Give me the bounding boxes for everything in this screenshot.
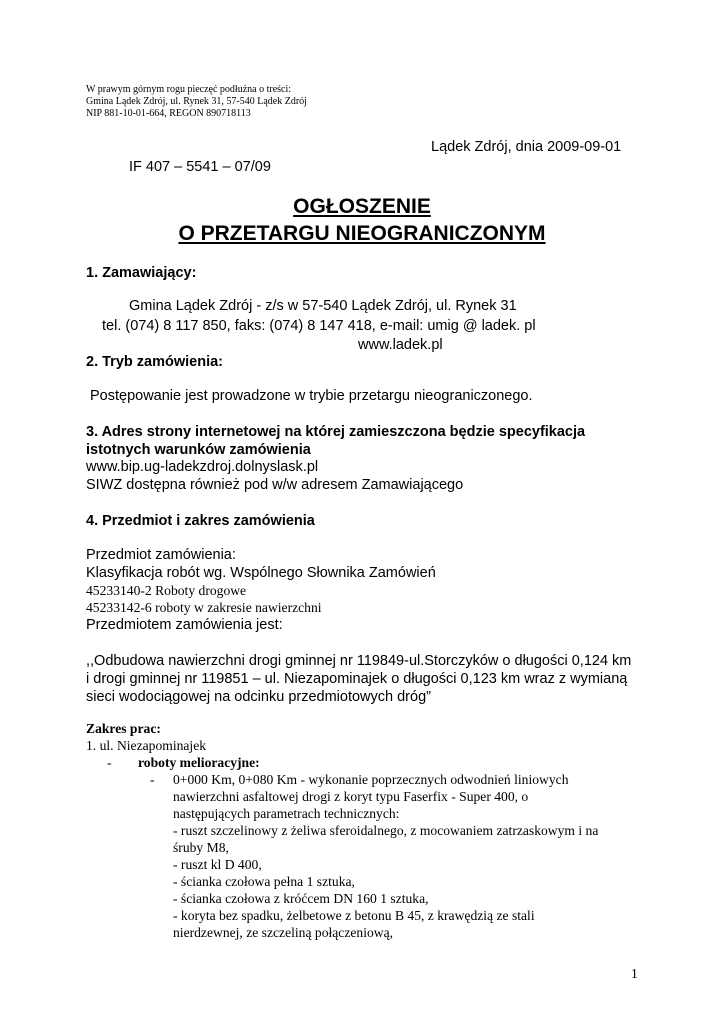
scope-item-line: nawierzchni asfaltowej drogi z koryt typu Faserfix - Super 400, o bbox=[173, 789, 529, 804]
cpv-code-1: 45233140-2 Roboty drogowe bbox=[86, 583, 247, 598]
scope-item-line: - ścianka czołowa pełna 1 sztuka, bbox=[173, 874, 355, 889]
scope-item-line: - koryta bez spadku, żelbetowe z betonu B 45, z krawędzią ze stali bbox=[173, 908, 535, 923]
scope-sub-dash: - bbox=[150, 772, 155, 787]
subject-quote-line-1: ,,Odbudowa nawierzchni drogi gminnej nr 119849-ul.Storczyków o długości 0,124 km bbox=[86, 653, 632, 669]
contracting-authority-contact: tel. (074) 8 117 850, faks: (074) 8 147 418, e-mail: umig @ ladek. pl bbox=[102, 318, 536, 334]
contracting-authority-address: Gmina Lądek Zdrój - z/s w 57-540 Lądek Zdrój, ul. Rynek 31 bbox=[129, 298, 517, 314]
section-4-heading: 4. Przedmiot i zakres zamówienia bbox=[86, 513, 315, 529]
scope-item-line: nierdzewnej, ze szczeliną połączeniową, bbox=[173, 925, 394, 940]
scope-item-line: - ścianka czołowa z króćcem DN 160 1 sztuka, bbox=[173, 891, 429, 906]
subject-label: Przedmiot zamówienia: bbox=[86, 547, 236, 563]
stamp-note-line-1: W prawym górnym rogu pieczęć podłużna o treści: bbox=[86, 84, 292, 95]
page-number: 1 bbox=[631, 966, 638, 981]
subject-is-label: Przedmiotem zamówienia jest: bbox=[86, 617, 283, 633]
page-title: OGŁOSZENIE bbox=[293, 195, 431, 218]
stamp-note-line-2: Gmina Lądek Zdrój, ul. Rynek 31, 57-540 Lądek Zdrój bbox=[86, 96, 307, 107]
scope-item-line: następujących parametrach technicznych: bbox=[173, 806, 400, 821]
date-line: Lądek Zdrój, dnia 2009-09-01 bbox=[431, 139, 622, 155]
section-1-heading: 1. Zamawiający: bbox=[86, 265, 197, 281]
scope-item-line: śruby M8, bbox=[173, 840, 229, 855]
scope-item-line: 0+000 Km, 0+080 Km - wykonanie poprzecznych odwodnień liniowych bbox=[173, 772, 569, 787]
scope-item-line: - ruszt kl D 400, bbox=[173, 857, 262, 872]
scope-street: 1. ul. Niezapominajek bbox=[86, 738, 207, 753]
specification-availability: SIWZ dostępna również pod w/w adresem Zamawiającego bbox=[86, 477, 464, 493]
reference-number: IF 407 – 5541 – 07/09 bbox=[129, 159, 271, 175]
specification-url: www.bip.ug-ladekzdroj.dolnyslask.pl bbox=[86, 459, 319, 475]
section-2-heading: 2. Tryb zamówienia: bbox=[86, 354, 223, 370]
page-subtitle: O PRZETARGU NIEOGRANICZONYM bbox=[178, 222, 546, 245]
contracting-authority-website: www.ladek.pl bbox=[358, 337, 443, 353]
classification-label: Klasyfikacja robót wg. Wspólnego Słownika Zamówień bbox=[86, 565, 436, 581]
subject-quote-line-3: sieci wodociągowej na odcinku przedmiotowych dróg” bbox=[86, 689, 431, 705]
section-3-heading-line-2: istotnych warunków zamówienia bbox=[86, 442, 311, 458]
scope-heading: Zakres prac: bbox=[86, 721, 161, 736]
stamp-note-line-3: NIP 881-10-01-664, REGON 890718113 bbox=[86, 108, 251, 119]
subject-quote-line-2: i drogi gminnej nr 119851 – ul. Niezapominajek o długości 0,123 km wraz z wymianą bbox=[86, 671, 628, 687]
section-3-heading-line-1: 3. Adres strony internetowej na której zamieszczona będzie specyfikacja bbox=[86, 424, 586, 440]
procedure-text: Postępowanie jest prowadzone w trybie przetargu nieograniczonego. bbox=[90, 388, 533, 404]
scope-item-line: - ruszt szczelinowy z żeliwa sferoidalnego, z mocowaniem zatrzaskowym i na bbox=[173, 823, 599, 838]
scope-dash: - bbox=[107, 755, 112, 770]
works-label: roboty melioracyjne: bbox=[138, 755, 260, 770]
cpv-code-2: 45233142-6 roboty w zakresie nawierzchni bbox=[86, 600, 322, 615]
